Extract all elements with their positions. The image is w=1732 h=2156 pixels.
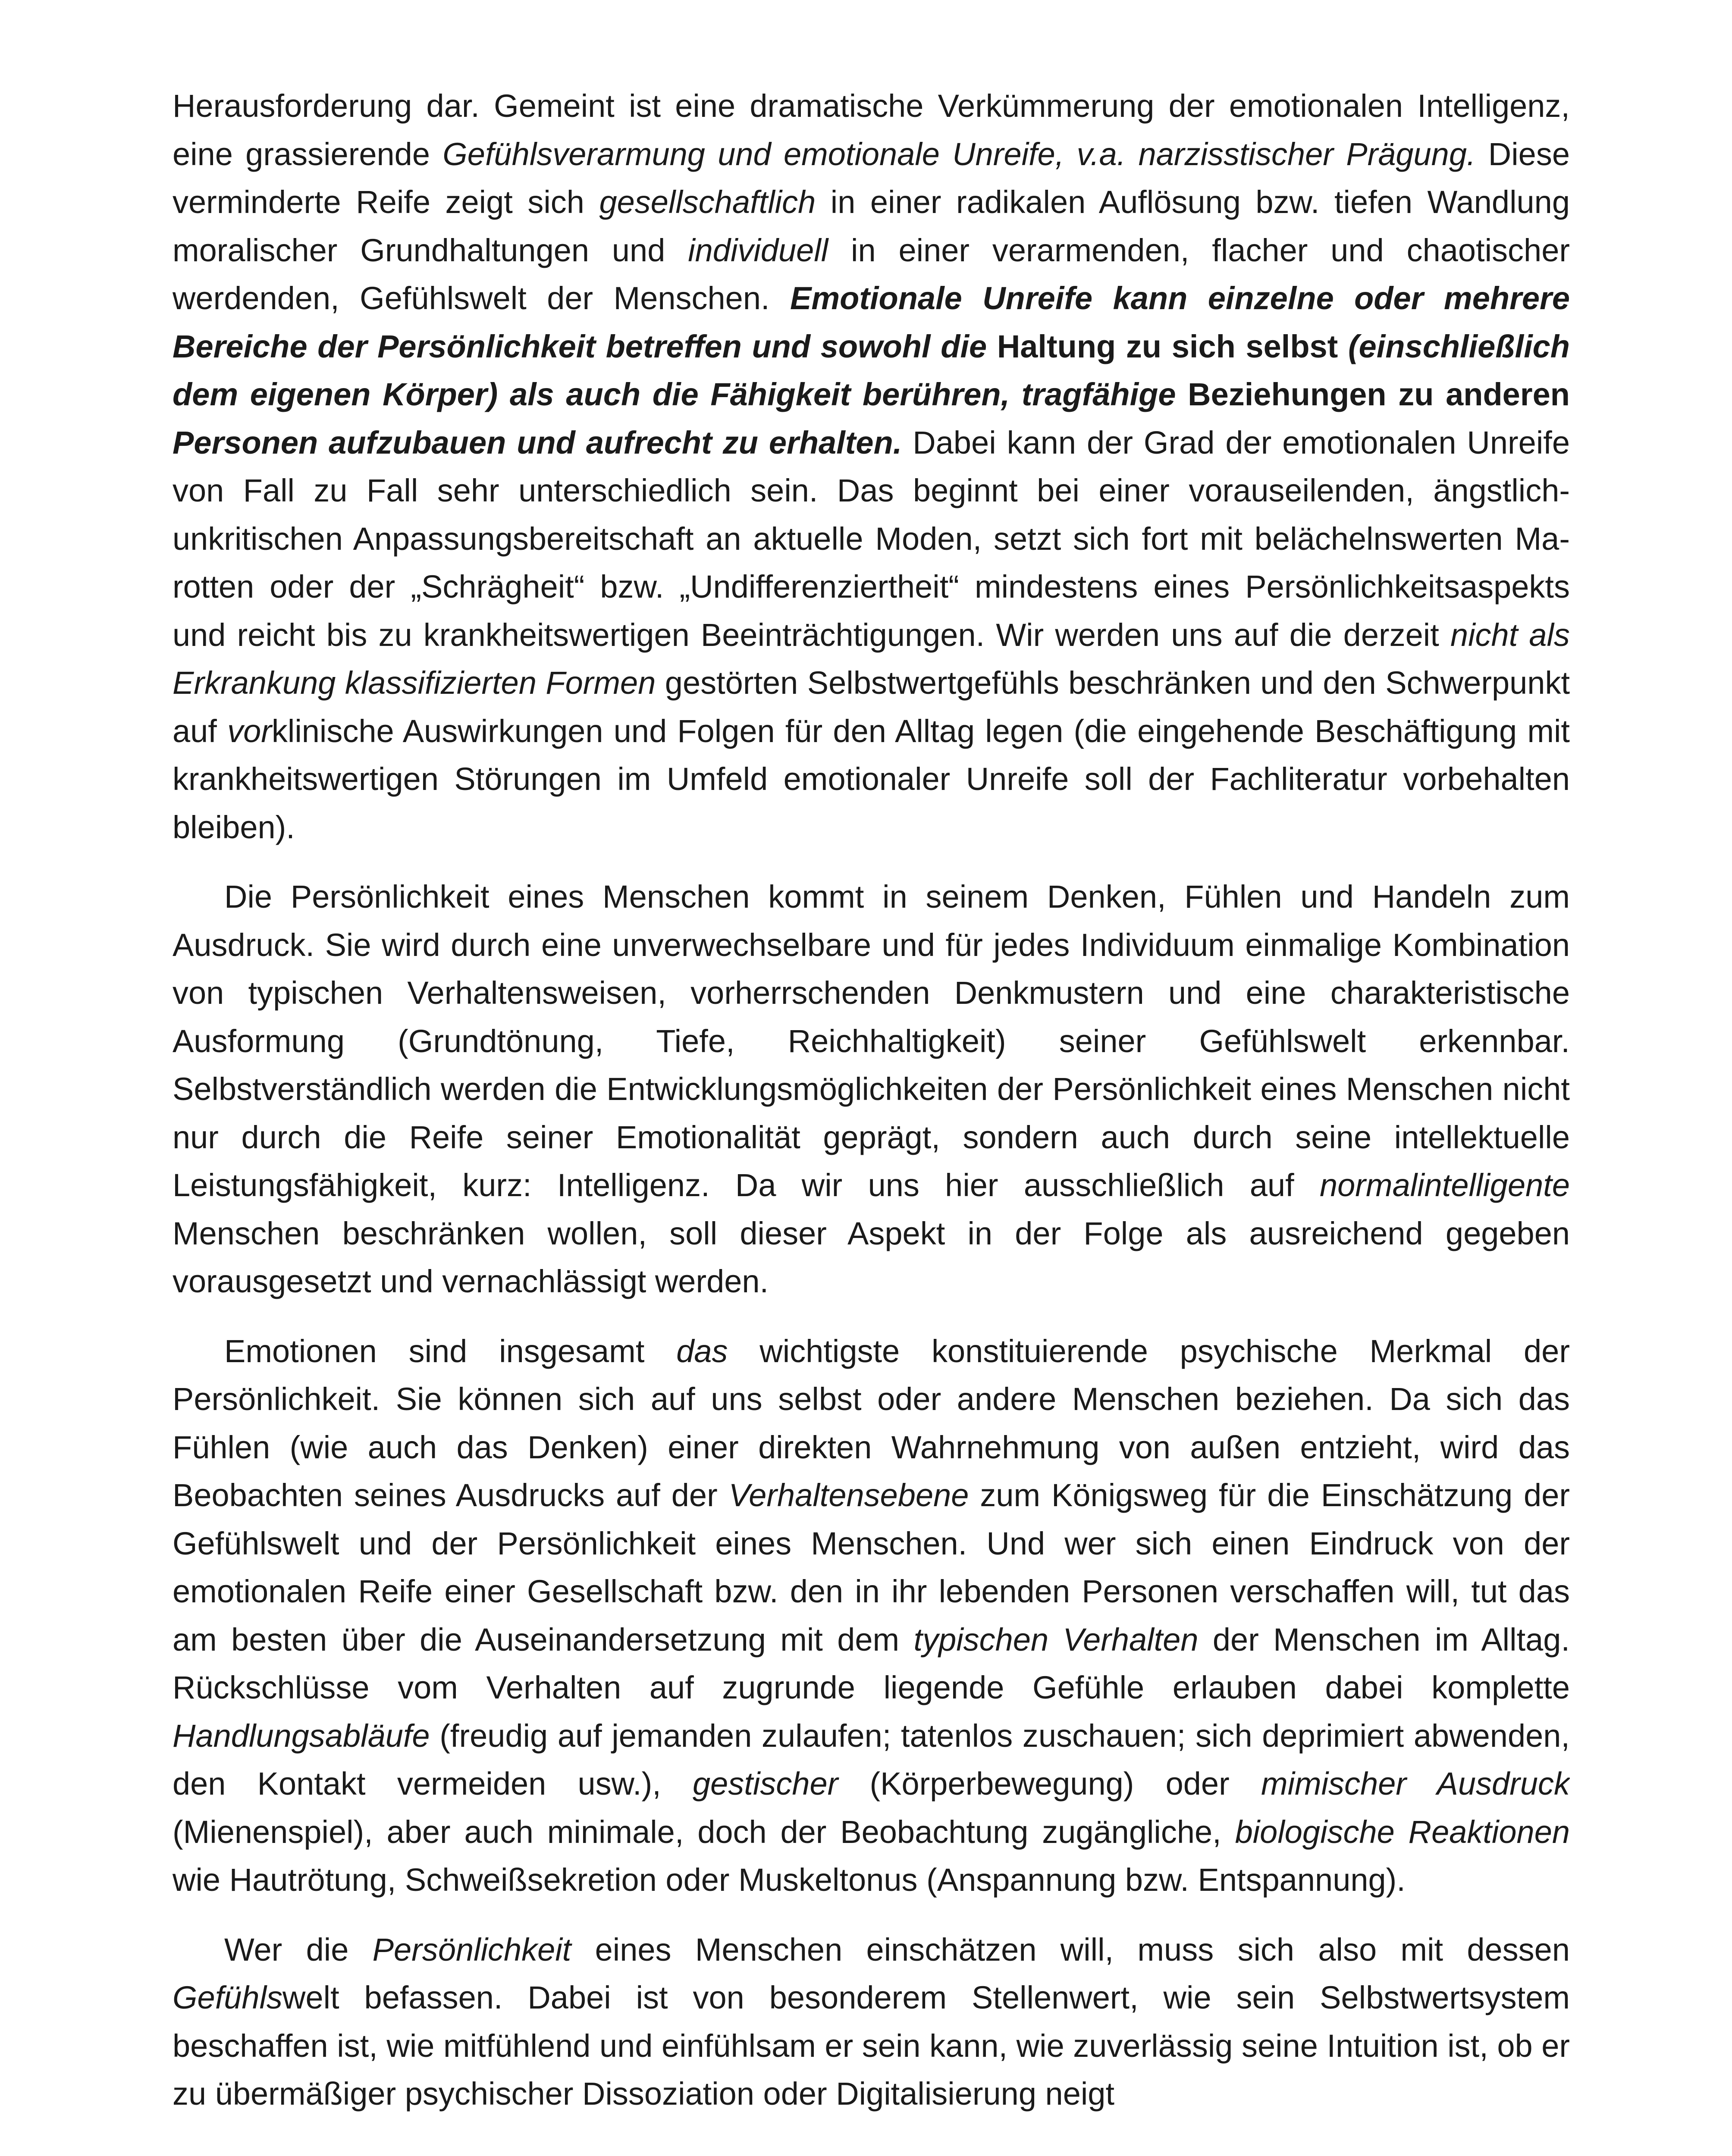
text-segment: Handlungsabläufe [173, 1717, 430, 1754]
paragraph [173, 1327, 1570, 1904]
text-segment: gesellschaftlich [599, 184, 816, 220]
text-segment: in einer radikalen Auflösung bzw. tiefen Wandlung moralischer Grundhaltungen und [173, 184, 1570, 268]
text-segment: Verhaltensebene [728, 1477, 969, 1513]
paragraph [173, 82, 1570, 851]
paragraph [173, 1926, 1570, 2118]
text-segment: Diese verminderte Reife zeigt sich [173, 136, 1570, 220]
text-segment: das [676, 1333, 728, 1369]
text-segment: zum Königsweg für die Einschätzung der Gefühlswelt und der Persönlichkeit eines Menschen. Und wer sich einen Eindruck von der emotionalen Reife einer Gesellschaft bzw. den in ihr lebenden Personen verschaffen will, tut das am besten über die Auseinandersetzung mit dem [173, 1477, 1570, 1658]
text-segment: klinische Auswirkungen und Folgen für den Alltag legen (die eingehende Beschäftigung mit krankheitswertigen Störungen im Umfeld emotionaler Unreife soll der Fachliteratur vorbehalten bleiben). [173, 713, 1570, 845]
text-segment: typischen Verhalten [913, 1621, 1199, 1658]
text-segment: gestörten Selbstwertgefühls beschränken und den Schwerpunkt auf [173, 665, 1570, 749]
text-segment: vor [227, 713, 272, 749]
text-segment: eines Menschen einschätzen will, muss sich also mit dessen [571, 1931, 1570, 1968]
text-segment: mimischer Ausdruck [1261, 1766, 1570, 1802]
text-segment: Personen aufzubauen und aufrecht zu erhalten. [173, 424, 902, 461]
text-segment: Persönlichkeit [372, 1931, 571, 1968]
text-segment: biologische Reaktionen [1235, 1814, 1570, 1850]
text-segment: normalintelligente [1319, 1167, 1570, 1203]
body-text [173, 82, 1570, 2118]
text-segment: Emotionen sind insgesamt [224, 1333, 677, 1369]
text-segment: Gefühls [173, 1980, 283, 2015]
text-segment: (einschließlich dem eigenen Körper) als auch die Fähigkeit berühren, tragfähige [173, 328, 1570, 412]
text-segment: (Körperbewegung) oder [838, 1766, 1261, 1802]
text-segment: Haltung zu sich selbst [997, 328, 1338, 364]
text-segment: individuell [688, 232, 828, 268]
text-segment: Dabei kann der Grad der emotionalen Unreife von Fall zu Fall sehr unterschiedlich sein. Das beginnt bei einer vorauseilenden, ängstlich-unkritischen Anpassungsbereitschaft an aktuelle Moden, setzt sich fort mit belächelnswerten Marotten oder der „Schrägheit“ bzw. „Undifferenziertheit“ mindestens eines Persönlichkeitsaspekts und reicht bis zu krankheitswertigen Beeinträchtigungen. Wir werden uns auf die derzeit [173, 424, 1570, 653]
text-segment: Die Persönlichkeit eines Menschen kommt in seinem Denken, Fühlen und Handeln zum Ausdruck. Sie wird durch eine unverwechselbare und für jedes Individuum einmalige Kombination von typischen Verhaltensweisen, vorherrschenden Denkmustern und eine charakteristische Ausformung (Grundtönung, Tiefe, Reichhaltigkeit) seiner Gefühlswelt erkennbar. Selbstverständlich werden die Entwicklungsmöglichkeiten der Persönlichkeit eines Menschen nicht nur durch die Reife seiner Emotionalität geprägt, sondern auch durch seine intellektuelle Leistungsfähigkeit, kurz: Intelligenz. Da wir uns hier ausschließlich auf [173, 879, 1570, 1203]
text-segment: gestischer [693, 1766, 838, 1802]
text-segment: der Menschen im Alltag. Rückschlüsse vom Verhalten auf zugrunde liegende Gefühle erlauben dabei komplette [173, 1621, 1570, 1705]
text-segment: Herausforderung dar. Gemeint ist eine dramatische Verkümmerung der emotionalen Intelligenz, eine grassierende [173, 88, 1570, 172]
text-segment: Wer die [224, 1931, 373, 1968]
text-segment: in einer verarmenden, flacher und chaotischer werdenden, Gefühlswelt der Menschen. [173, 232, 1570, 316]
text-segment: (Mienenspiel), aber auch minimale, doch der Beobachtung zugängliche, [173, 1814, 1235, 1850]
text-segment: Gefühlsverarmung und emotionale Unreife, v.a. narzisstischer Prägung. [442, 136, 1476, 172]
text-segment: nicht als Erkrankung klassifizierten Formen [173, 617, 1570, 701]
text-segment: wie Hautrötung, Schweißsekretion oder Muskeltonus (Anspannung bzw. Entspannung). [173, 1862, 1406, 1898]
text-segment: Menschen beschränken wollen, soll dieser Aspekt in der Folge als ausreichend gegeben vorausgesetzt und vernachlässigt werden. [173, 1215, 1570, 1299]
text-segment: Emotionale Unreife kann einzelne oder mehrere Bereiche der Persönlichkeit betreffen und sowohl die [173, 280, 1570, 364]
text-segment: welt befassen. Dabei ist von besonderem Stellenwert, wie sein Selbstwertsystem beschaffen ist, wie mitfühlend und einfühlsam er sein kann, wie zuverlässig seine Intuition ist, ob er zu übermäßiger psychischer Dissoziation oder Digitalisierung neigt [173, 1980, 1570, 2112]
text-segment: wichtigste konstituierende psychische Merkmal der Persönlichkeit. Sie können sich auf uns selbst oder andere Menschen beziehen. Da sich das Fühlen (wie auch das Denken) einer direkten Wahrnehmung von außen entzieht, wird das Beobachten seines Ausdrucks auf der [173, 1333, 1570, 1513]
text-segment: (freudig auf jemanden zulaufen; tatenlos zuschauen; sich deprimiert abwenden, den Kontakt vermeiden usw.), [173, 1717, 1570, 1802]
text-segment: Beziehungen zu anderen [1188, 376, 1570, 412]
document-page [173, 82, 1570, 2156]
paragraph [173, 873, 1570, 1306]
